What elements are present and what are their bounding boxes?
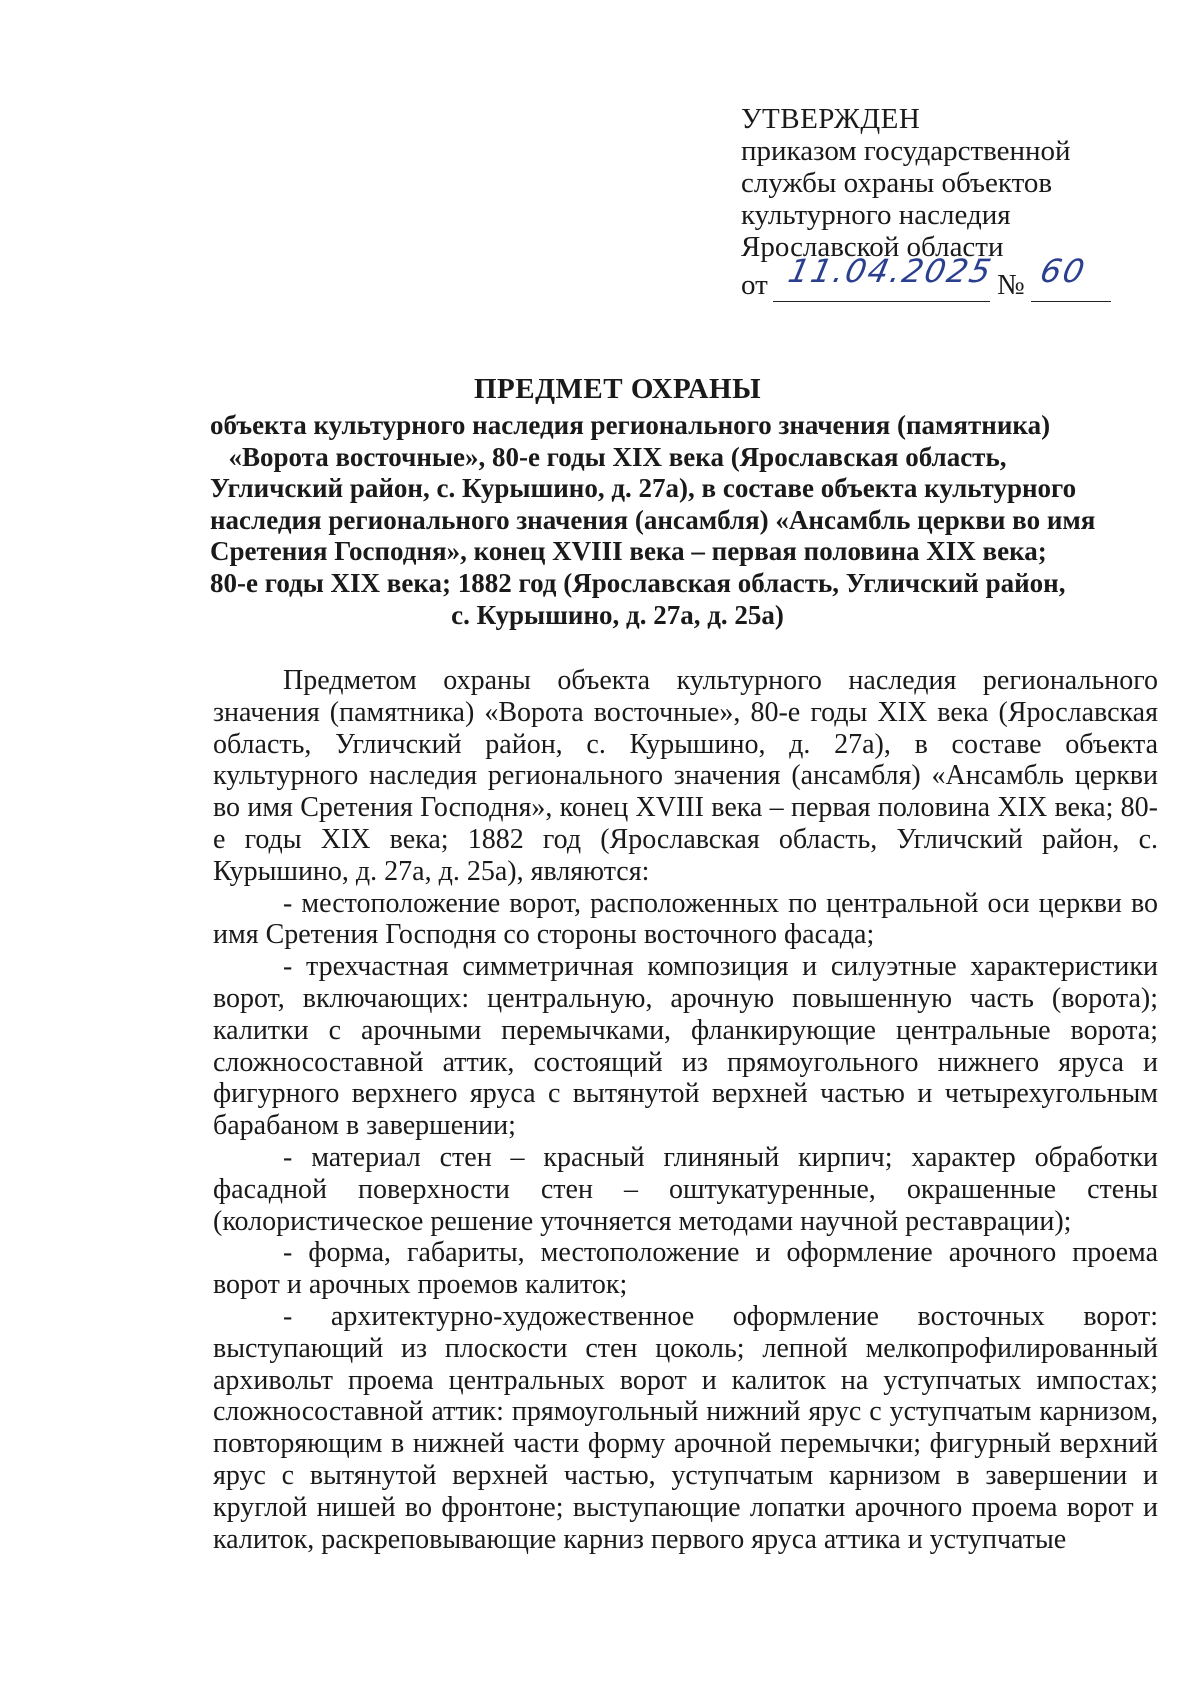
handwritten-number: 60 [1036, 252, 1090, 290]
subtitle-line: «Ворота восточные», 80-е годы XIX века (Ярославская область, [228, 441, 1007, 472]
document-heading [210, 372, 1096, 631]
document-body [213, 665, 1158, 1555]
subtitle-line: Сретения Господня», конец XVIII века – первая половина XIX века; [210, 536, 1047, 567]
body-paragraph: - трехчастная симметричная композиция и силуэтные характеристики ворот, включающих: центральную, арочную повышенную часть (ворота); калитки с арочными перемычками, фланкирующие центральные ворота; сложносоставной аттик, состоящий из прямоугольного нижнего яруса и фигурного верхнего яруса с вытянутой верхней частью и четырехугольным барабаном в завершении; [213, 951, 1158, 1142]
intro-paragraph: Предметом охраны объекта культурного наследия регионального значения (памятника) «Ворота восточные», 80-е годы XIX века (Ярославская область, Угличский район, с. Курышино, д. 27а), в составе объекта культурного наследия регионального значения (ансамбля) «Ансамбль церкви во имя Сретения Господня», конец XVIII века – первая половина XIX века; 80-е годы XIX века; 1882 год (Ярославская область, Угличский район, с. Курышино, д. 27а, д. 25а), являются: [213, 665, 1158, 887]
approval-line: Ярославской области [741, 231, 1004, 263]
date-prefix: от [741, 269, 768, 301]
subtitle-line: 80-е годы XIX века; 1882 год (Ярославская область, Угличский район, [210, 567, 1066, 598]
subtitle-line: с. Курышино, д. 27а, д. 25а) [451, 599, 784, 630]
approval-block [741, 103, 1121, 303]
approval-line: службы охраны объектов [741, 167, 1053, 199]
subtitle-line: наследия регионального значения (ансамбля) «Ансамбль церкви во имя [210, 504, 1096, 535]
approval-date-line [741, 252, 1121, 303]
date-underline [773, 301, 990, 302]
body-paragraph: - форма, габариты, местоположение и оформление арочного проема ворот и арочных проемов калиток; [213, 1237, 1158, 1301]
body-paragraph: - местоположение ворот, расположенных по центральной оси церкви во имя Сретения Господня со стороны восточного фасада; [213, 887, 1158, 951]
number-sign: № [997, 269, 1025, 301]
document-title: ПРЕДМЕТ ОХРАНЫ [473, 373, 762, 405]
subtitle-line: Угличский район, с. Курышино, д. 27а), в составе объекта культурного [210, 473, 1077, 504]
approval-line: приказом государственной [741, 135, 1071, 167]
handwritten-date: 11.04.2025 [784, 252, 997, 290]
number-underline [1031, 301, 1111, 302]
body-paragraph: - материал стен – красный глиняный кирпич; характер обработки фасадной поверхности стен – оштукатуренные, окрашенные стены (колористическое решение уточняется методами научной реставрации); [213, 1141, 1158, 1237]
approval-title: УТВЕРЖДЕН [741, 103, 921, 135]
approval-line: культурного наследия [741, 199, 1011, 231]
body-paragraph: - архитектурно-художественное оформление восточных ворот: выступающий из плоскости стен цоколь; лепной мелкопрофилированный архивольт проема центральных ворот и калиток на уступчатых импостах; сложносоставной аттик: прямоугольный нижний ярус с уступчатым карнизом, повторяющим в нижней части форму арочной перемычки; фигурный верхний ярус с вытянутой верхней частью, уступчатым карнизом в завершении и круглой нишей во фронтоне; выступающие лопатки арочного проема ворот и калиток, раскреповывающие карниз первого яруса аттика и уступчатые [213, 1300, 1158, 1555]
subtitle-line: объекта культурного наследия регионального значения (памятника) [210, 410, 1051, 440]
